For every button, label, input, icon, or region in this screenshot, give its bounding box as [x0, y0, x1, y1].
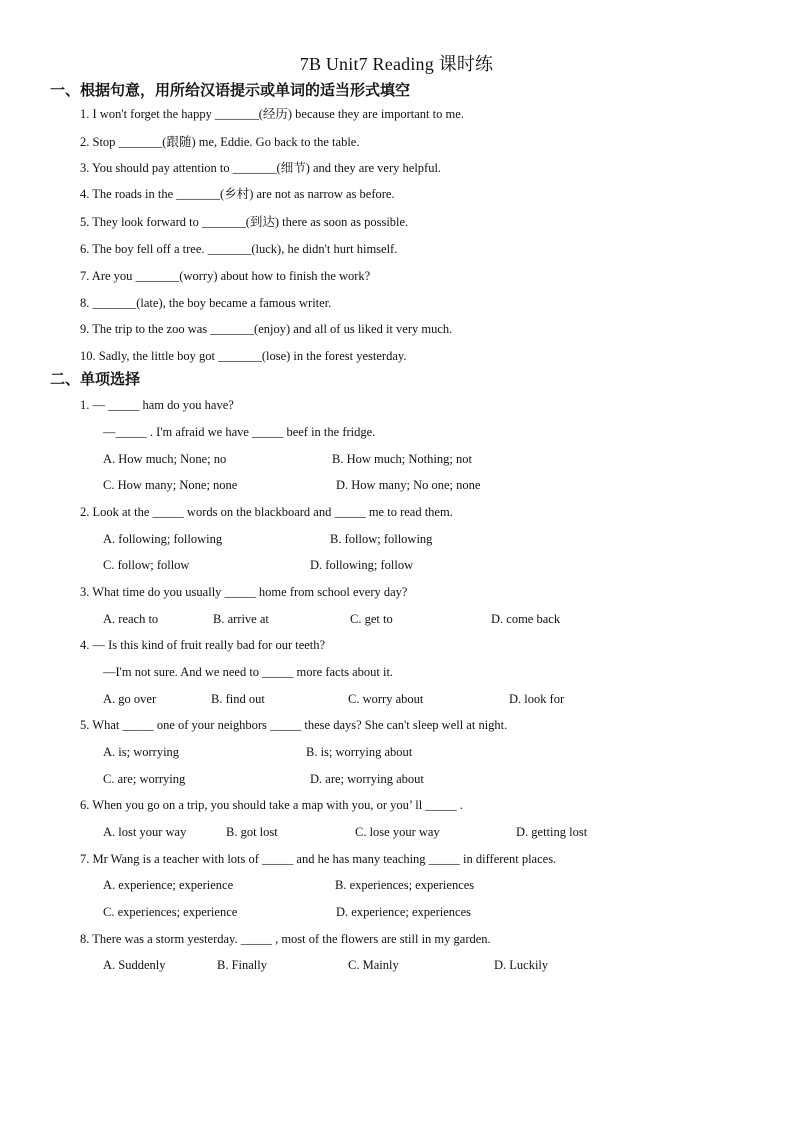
section2-heading: 二、单项选择: [50, 370, 141, 388]
fill-item-4: 4. The roads in the _______(乡村) are not as narrow as before.: [80, 187, 395, 201]
mc-question-2: 2. Look at the _____ words on the blackboard and _____ me to read them.: [80, 505, 453, 519]
mc-6-option-d: D. getting lost: [516, 825, 588, 839]
fill-item-6: 6. The boy fell off a tree. _______(luck), he didn't hurt himself.: [80, 242, 398, 256]
mc-question-8: 8. There was a storm yesterday. _____ , most of the flowers are still in my garden.: [80, 932, 491, 946]
mc-3-option-c: C. get to: [350, 612, 393, 626]
mc-3-option-a: A. reach to: [103, 612, 159, 626]
mc-question-7: 7. Mr Wang is a teacher with lots of _____ and he has many teaching _____ in different places.: [80, 852, 557, 866]
mc-7-option-b: B. experiences; experiences: [335, 878, 475, 892]
mc-question-5: 5. What _____ one of your neighbors _____ these days? She can't sleep well at night.: [80, 718, 508, 732]
mc-4-option-b: B. find out: [211, 692, 265, 706]
mc-question-6: 6. When you go on a trip, you should take a map with you, or you’ ll _____ .: [80, 798, 463, 812]
fill-item-10: 10. Sadly, the little boy got _______(lose) in the forest yesterday.: [80, 349, 407, 363]
mc-2-option-d: D. following; follow: [310, 558, 414, 572]
mc-1-option-a: A. How much; None; no: [103, 452, 227, 466]
mc-4-option-d: D. look for: [509, 692, 565, 706]
mc-question-3: 3. What time do you usually _____ home from school every day?: [80, 585, 408, 599]
page-title: 7B Unit7 Reading 课时练: [299, 54, 494, 74]
mc-3-option-d: D. come back: [491, 612, 561, 626]
mc-1-option-d: D. How many; No one; none: [336, 478, 481, 492]
mc-8-option-c: C. Mainly: [348, 958, 399, 972]
mc-question-1: 1. — _____ ham do you have?: [80, 398, 234, 412]
mc-2-option-b: B. follow; following: [330, 532, 433, 546]
mc-1-option-c: C. How many; None; none: [103, 478, 238, 492]
mc-4-option-a: A. go over: [103, 692, 157, 706]
mc-question-4: 4. — Is this kind of fruit really bad for our teeth?: [80, 638, 326, 652]
mc-6-option-b: B. got lost: [226, 825, 278, 839]
mc-8-option-a: A. Suddenly: [103, 958, 166, 972]
mc-5-option-c: C. are; worrying: [103, 772, 186, 786]
mc-5-option-b: B. is; worrying about: [306, 745, 413, 759]
mc-8-option-b: B. Finally: [217, 958, 268, 972]
fill-item-5: 5. They look forward to _______(到达) there as soon as possible.: [80, 215, 409, 229]
mc-2-option-a: A. following; following: [103, 532, 223, 546]
fill-item-9: 9. The trip to the zoo was _______(enjoy) and all of us liked it very much.: [80, 322, 453, 336]
mc-1-option-b: B. How much; Nothing; not: [332, 452, 472, 466]
fill-item-7: 7. Are you _______(worry) about how to finish the work?: [80, 269, 371, 283]
fill-item-2: 2. Stop _______(跟随) me, Eddie. Go back to the table.: [80, 135, 360, 149]
fill-item-3: 3. You should pay attention to _______(细节) and they are very helpful.: [80, 161, 442, 175]
fill-item-8: 8. _______(late), the boy became a famous writer.: [80, 296, 332, 310]
mc-question-1-line2: —_____ . I'm afraid we have _____ beef in the fridge.: [103, 425, 376, 439]
mc-7-option-d: D. experience; experiences: [336, 905, 471, 919]
mc-5-option-a: A. is; worrying: [103, 745, 180, 759]
mc-question-4-line2: —I'm not sure. And we need to _____ more facts about it.: [103, 665, 394, 679]
mc-6-option-a: A. lost your way: [103, 825, 187, 839]
section1-heading: 一、根据句意，用所给汉语提示或单词的适当形式填空: [50, 81, 411, 99]
mc-8-option-d: D. Luckily: [494, 958, 549, 972]
mc-2-option-c: C. follow; follow: [103, 558, 190, 572]
fill-item-1: 1. I won't forget the happy _______(经历) because they are important to me.: [80, 107, 464, 121]
mc-7-option-a: A. experience; experience: [103, 878, 234, 892]
mc-4-option-c: C. worry about: [348, 692, 424, 706]
mc-5-option-d: D. are; worrying about: [310, 772, 424, 786]
mc-6-option-c: C. lose your way: [355, 825, 440, 839]
mc-3-option-b: B. arrive at: [213, 612, 269, 626]
mc-7-option-c: C. experiences; experience: [103, 905, 238, 919]
